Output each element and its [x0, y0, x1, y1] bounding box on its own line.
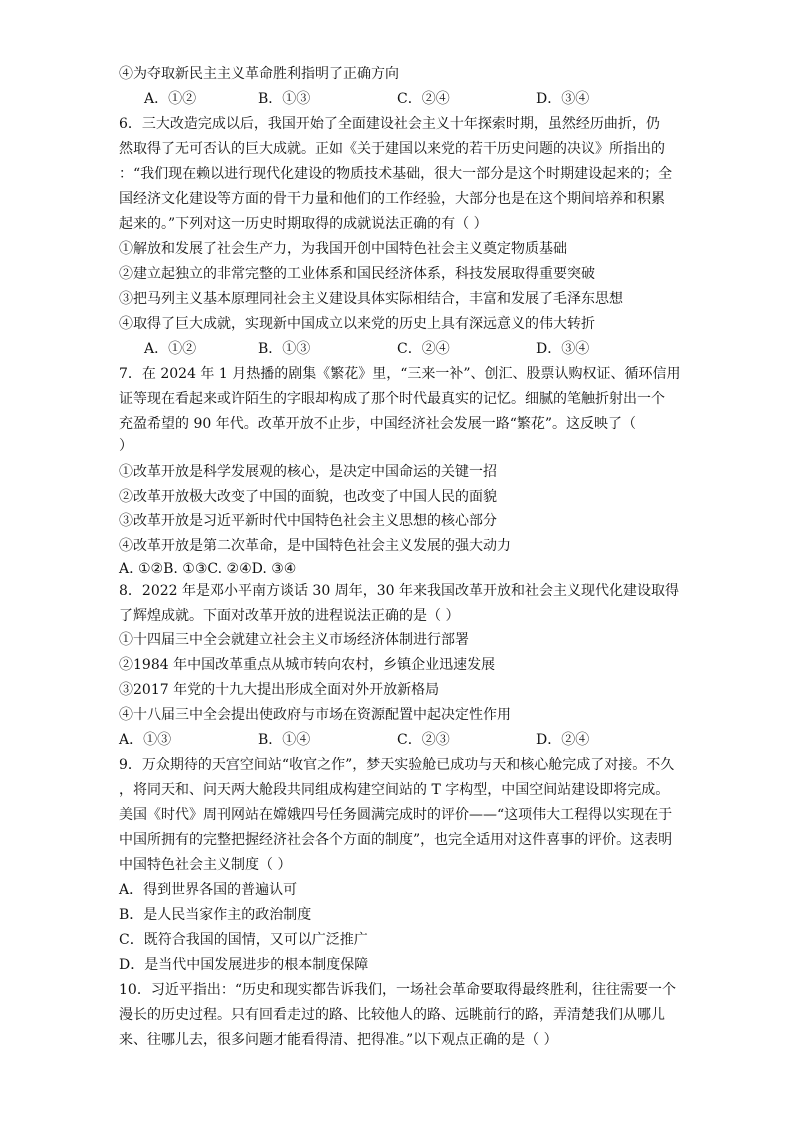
- q8-item-4: ④十八届三中全会提出使政府与市场在资源配置中起决定性作用: [119, 707, 511, 723]
- q9-choice-b[interactable]: B．是人民当家作主的政治制度: [119, 907, 312, 923]
- q6-item-3: ③把马列主义基本原理同社会主义建设具体实际相结合，丰富和发展了毛泽东思想: [119, 291, 623, 307]
- q6-option-c[interactable]: C．②④: [397, 341, 450, 357]
- q7-item-4: ④改革开放是第二次革命，是中国特色社会主义发展的强大动力: [119, 538, 511, 554]
- q6-options: [144, 339, 664, 359]
- q8-stem-line: 了辉煌成就。下面对改革开放的进程说法正确的是（ ）: [119, 608, 460, 624]
- q5-option-b[interactable]: B．①③: [258, 91, 311, 107]
- q10-stem-line: 来、往哪儿去，很多问题才能看得清、把得准。”以下观点正确的是（ ）: [119, 1032, 558, 1048]
- q8-item-3: ③2017 年党的十九大提出形成全面对外开放新格局: [119, 682, 440, 698]
- q6-stem-line: 起来的。”下列对这一历史时期取得的成就说法正确的有（ ）: [119, 216, 488, 232]
- q5-option-d[interactable]: D．③④: [536, 91, 590, 107]
- q8-option-d[interactable]: D．②④: [536, 732, 590, 748]
- q8-option-a[interactable]: A．①③: [119, 732, 172, 748]
- q6-stem-line: 然取得了无可否认的巨大成就。正如《关于建国以来党的若干历史问题的决议》所指出的: [119, 141, 665, 157]
- q7-stem-line: 7．在 2024 年 1 月热播的剧集《繁花》里，“三来一补”、创汇、股票认购权证、循环信用: [119, 366, 681, 382]
- q5-option-a[interactable]: A．①②: [144, 91, 197, 107]
- q9-stem-line: 9．万众期待的天宫空间站“收官之作”，梦天实验舱已成功与天和核心舱完成了对接。不久: [119, 757, 675, 773]
- q7-stem-line: 证等现在看起来或许陌生的字眼却构成了那个时代最真实的记忆。细腻的笔触折射出一个: [119, 391, 665, 407]
- q8-item-2: ②1984 年中国改革重点从城市转向农村，乡镇企业迅速发展: [119, 657, 496, 673]
- q5-option-c[interactable]: C．②④: [397, 91, 450, 107]
- q7-item-2: ②改革开放极大改变了中国的面貌，也改变了中国人民的面貌: [119, 489, 497, 505]
- q9-choice-a[interactable]: A．得到世界各国的普遍认可: [119, 882, 298, 898]
- q7-stem-line: 充盈希望的 90 年代。改革开放不止步，中国经济社会发展一路“繁花”。这反映了（: [119, 416, 637, 432]
- q5-item-4: ④为夺取新民主主义革命胜利指明了正确方向: [119, 66, 399, 82]
- q6-option-d[interactable]: D．③④: [536, 341, 590, 357]
- q9-stem-line: 中国特色社会主义制度（ ）: [119, 857, 292, 873]
- q10-stem-line: 10．习近平指出：“历史和现实都告诉我们，一场社会革命要取得最终胜利，往往需要一个: [119, 982, 676, 998]
- q7-stem-line: ）: [119, 438, 133, 454]
- q9-stem-line: ，将同天和、问天两大舱段共同组成构建空间站的 T 字构型，中国空间站建设即将完成。: [119, 782, 670, 798]
- q6-item-2: ②建立起独立的非常完整的工业体系和国民经济体系，科技发展取得重要突破: [119, 266, 595, 282]
- q7-item-1: ①改革开放是科学发展观的核心，是决定中国命运的关键一招: [119, 464, 497, 480]
- q9-stem-line: 美国《时代》周刊网站在嫦娥四号任务圆满完成时的评价——“这项伟大工程得以实现在于: [119, 807, 673, 823]
- q8-item-1: ①十四届三中全会就建立社会主义市场经济体制进行部署: [119, 632, 469, 648]
- q8-options: [119, 730, 639, 750]
- q6-item-4: ④取得了巨大成就，实现新中国成立以来党的历史上具有深远意义的伟大转折: [119, 316, 595, 332]
- q7-item-3: ③改革开放是习近平新时代中国特色社会主义思想的核心部分: [119, 513, 497, 529]
- q6-option-a[interactable]: A．①②: [144, 341, 197, 357]
- q6-item-1: ①解放和发展了社会生产力，为我国开创中国特色社会主义奠定物质基础: [119, 241, 567, 257]
- q6-stem-line: 6．三大改造完成以后，我国开始了全面建设社会主义十年探索时期，虽然经历曲折，仍: [119, 116, 660, 132]
- q5-options: [144, 89, 664, 109]
- q9-stem-line: 中国所拥有的完整把握经济社会各个方面的制度”，也完全适用对这件喜事的评价。这表明: [119, 832, 673, 848]
- q7-options[interactable]: A. ①②B. ①③C. ②④D. ③④: [119, 561, 297, 577]
- q8-option-c[interactable]: C．②③: [397, 732, 450, 748]
- q9-choice-c[interactable]: C．既符合我国的国情，又可以广泛推广: [119, 932, 368, 948]
- q6-stem-line: ：“我们现在赖以进行现代化建设的物质技术基础，很大一部分是这个时期建设起来的；全: [119, 166, 673, 182]
- q9-choice-d[interactable]: D．是当代中国发展进步的根本制度保障: [119, 957, 369, 973]
- q6-option-b[interactable]: B．①③: [258, 341, 311, 357]
- q6-stem-line: 国经济文化建设等方面的骨干力量和他们的工作经验，大部分也是在这个期间培养和积累: [119, 191, 665, 207]
- q8-stem-line: 8．2022 年是邓小平南方谈话 30 周年，30 年来我国改革开放和社会主义现代化建设取得: [119, 583, 679, 599]
- q10-stem-line: 漫长的历史过程。只有回看走过的路、比较他人的路、远眺前行的路，弄清楚我们从哪儿: [119, 1007, 665, 1023]
- q8-option-b[interactable]: B．①④: [258, 732, 311, 748]
